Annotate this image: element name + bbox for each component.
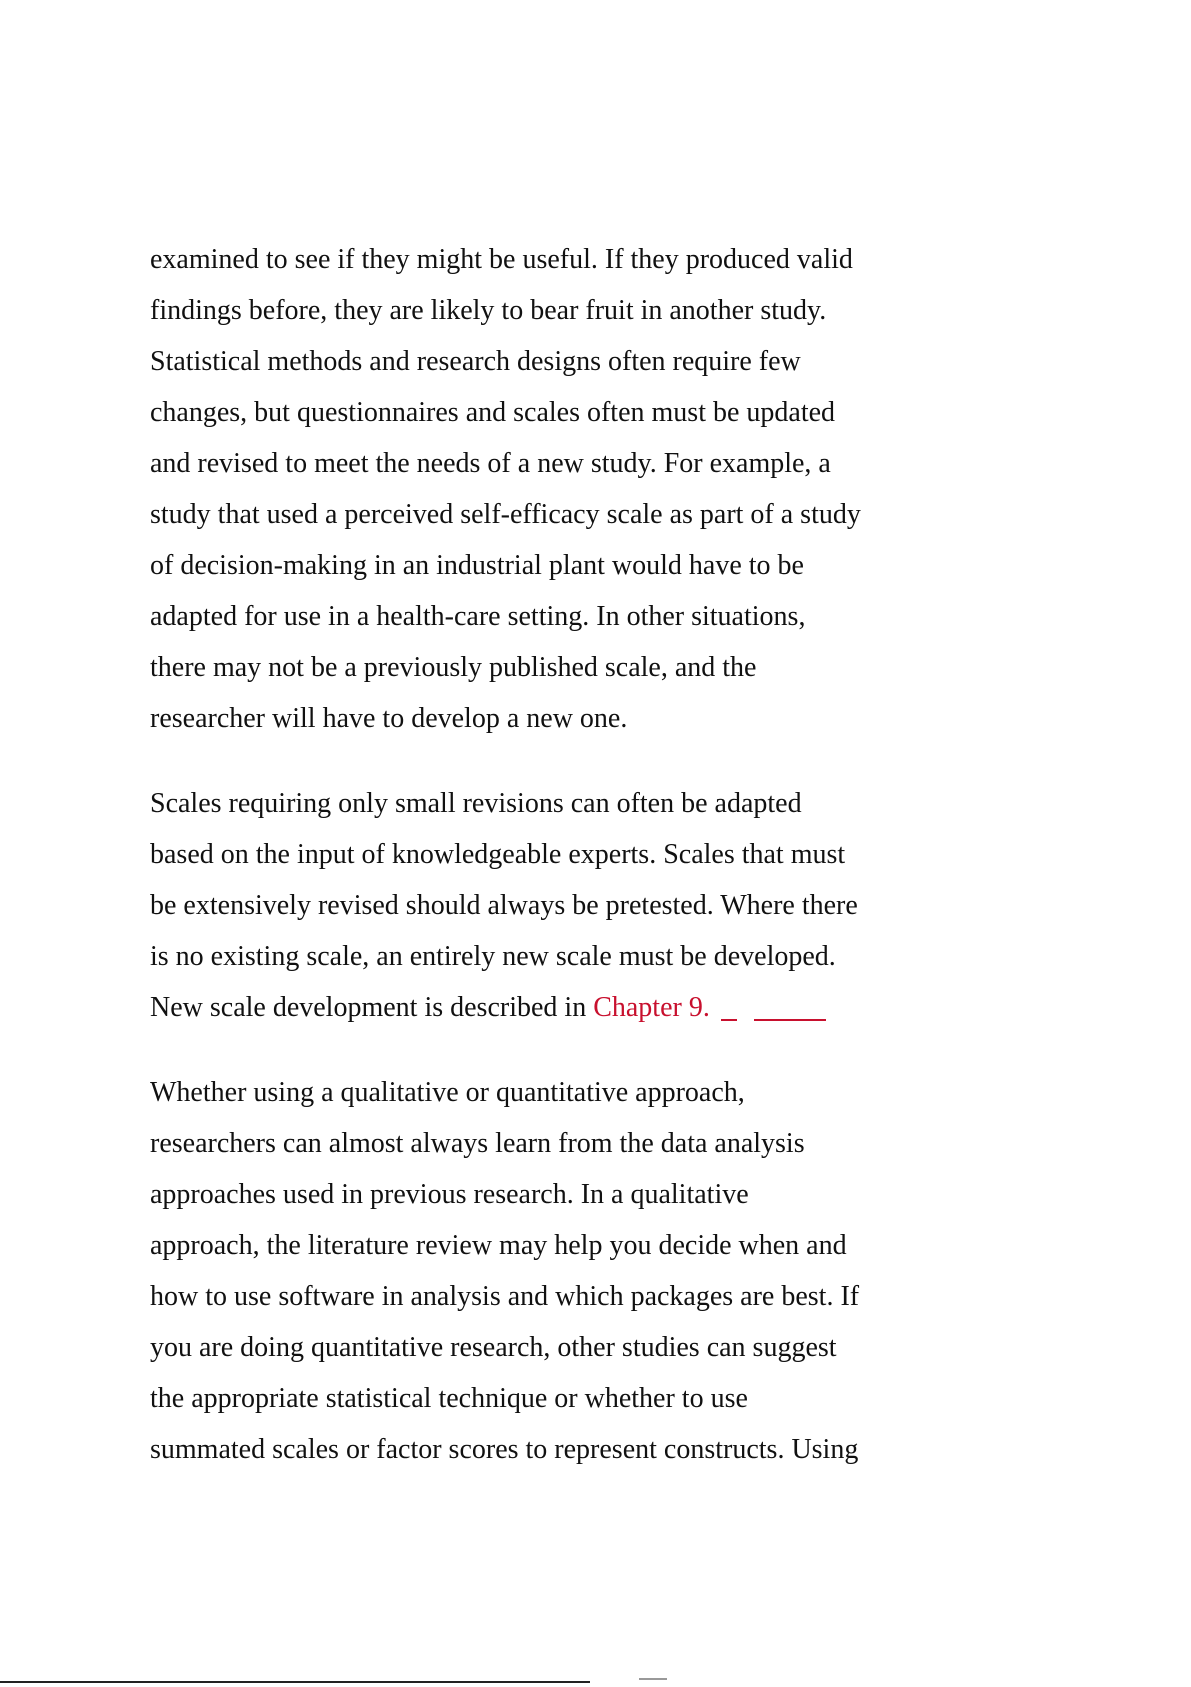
text-line: the appropriate statistical technique or whether to use [150,1383,748,1414]
footer-mark [639,1678,667,1687]
text-line: there may not be a previously published scale, and the [150,652,757,683]
text-fragment: New scale development is described in [150,992,594,1023]
link-underline-segment [754,1019,826,1021]
footer-divider [0,1681,590,1683]
text-line: changes, but questionnaires and scales often must be updated [150,397,836,428]
paragraph-2 [150,778,930,1033]
text-line: Scales requiring only small revisions can often be adapted [150,788,802,819]
text-line: adapted for use in a health-care setting. In other situations, [150,601,806,632]
text-line: examined to see if they might be useful. If they produced valid [150,244,853,275]
text-line: how to use software in analysis and which packages are best. If [150,1281,860,1312]
text-line: you are doing quantitative research, other studies can suggest [150,1332,837,1363]
text-line: summated scales or factor scores to represent constructs. Using [150,1434,859,1465]
link-underline-segment [721,1019,737,1021]
text-line: Whether using a qualitative or quantitative approach, [150,1077,745,1108]
text-line-with-link [150,982,930,1033]
paragraph-1 [150,234,930,744]
text-line: is no existing scale, an entirely new scale must be developed. [150,941,836,972]
paragraph-3 [150,1067,930,1475]
chapter-9-link[interactable]: Chapter 9 [593,992,703,1023]
text-line: of decision-making in an industrial plant would have to be [150,550,804,581]
document-body [150,234,930,1475]
text-line: researcher will have to develop a new one. [150,703,628,734]
paragraph-spacer [150,744,930,778]
text-line: approach, the literature review may help you decide when and [150,1230,847,1261]
text-line: researchers can almost always learn from the data analysis [150,1128,805,1159]
text-line: and revised to meet the needs of a new study. For example, a [150,448,831,479]
text-line: be extensively revised should always be pretested. Where there [150,890,858,921]
text-line: approaches used in previous research. In a qualitative [150,1179,749,1210]
text-line: based on the input of knowledgeable experts. Scales that must [150,839,846,870]
text-line: study that used a perceived self-efficacy scale as part of a study [150,499,861,530]
paragraph-spacer [150,1033,930,1067]
text-line: Statistical methods and research designs often require few [150,346,801,377]
link-period: . [702,992,710,1023]
text-line: findings before, they are likely to bear fruit in another study. [150,295,827,326]
